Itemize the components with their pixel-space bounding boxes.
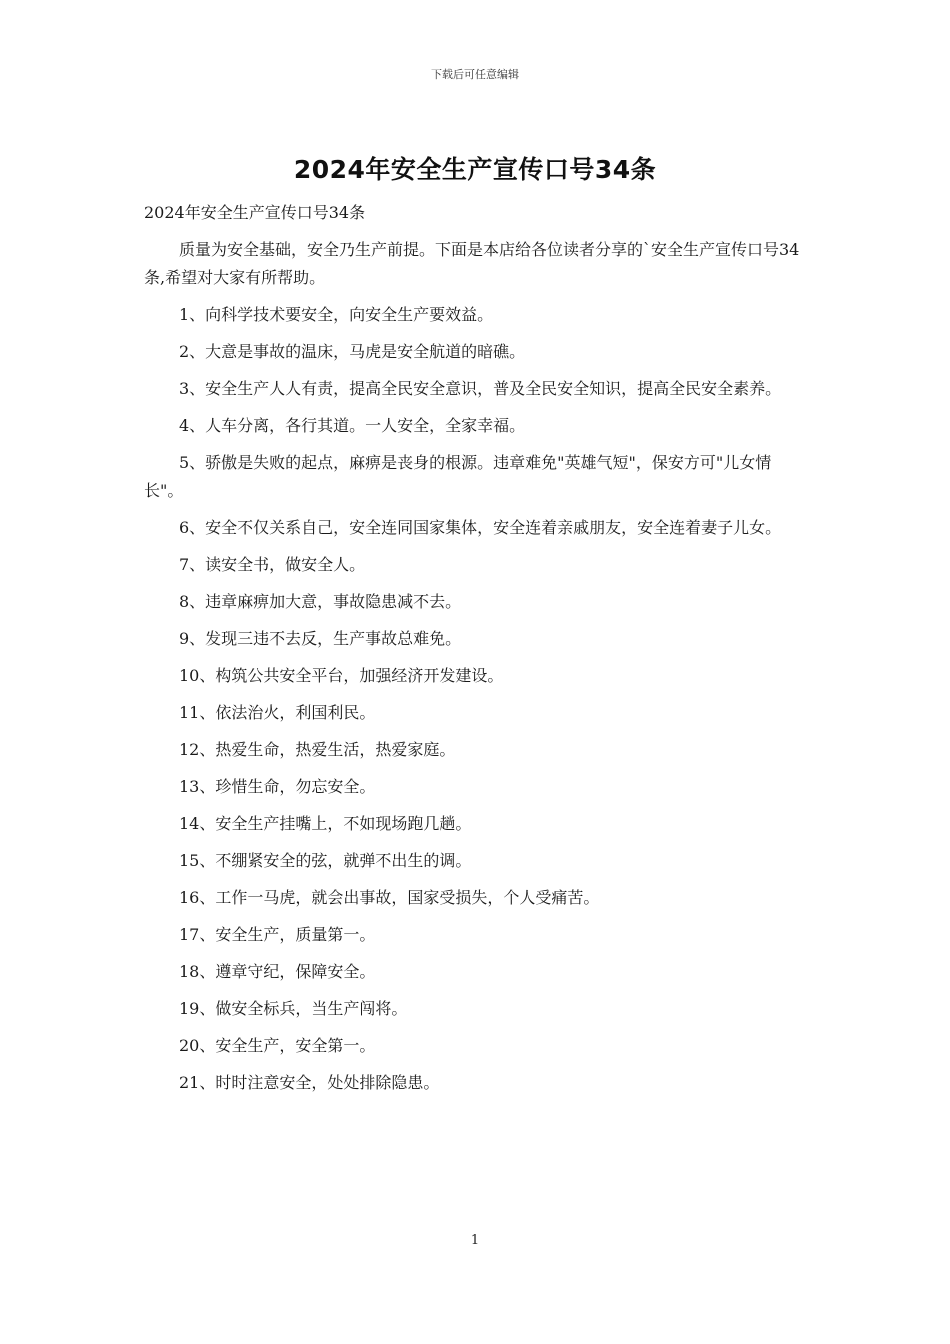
slogan-item-15: 15、不绷紧安全的弦，就弹不出生的调。 [179,851,472,870]
slogan-item-5: 5、骄傲是失败的起点，麻痹是丧身的根源。违章难免"英雄气短"，保安方可"儿女情长"。 [144,453,772,500]
slogan-item-9: 9、发现三违不去反，生产事故总难免。 [179,629,462,648]
slogan-item-8: 8、违章麻痹加大意，事故隐患减不去。 [179,592,462,611]
slogan-item-16: 16、工作一马虎，就会出事故，国家受损失，个人受痛苦。 [179,888,600,907]
slogan-item-4: 4、人车分离，各行其道。一人安全，全家幸福。 [179,416,526,435]
slogan-item-7: 7、读安全书，做安全人。 [179,555,366,574]
slogan-item-14: 14、安全生产挂嘴上，不如现场跑几趟。 [179,814,472,833]
document-subtitle: 2024年安全生产宣传口号34条 [144,203,366,222]
slogan-item-2: 2、大意是事故的温床，马虎是安全航道的暗礁。 [179,342,526,361]
slogan-item-1: 1、向科学技术要安全，向安全生产要效益。 [179,305,494,324]
slogan-item-20: 20、安全生产，安全第一。 [179,1036,376,1055]
document-body [144,199,808,1106]
page-number: 1 [470,1233,480,1248]
slogan-item-11: 11、依法治火，利国利民。 [179,703,376,722]
slogan-item-6: 6、安全不仅关系自己，安全连同国家集体，安全连着亲戚朋友，安全连着妻子儿女。 [179,518,782,537]
slogan-item-13: 13、珍惜生命，勿忘安全。 [179,777,376,796]
slogan-item-21: 21、时时注意安全，处处排除隐患。 [179,1073,440,1092]
page-header-note: 下载后可任意编辑 [431,68,519,81]
slogan-item-19: 19、做安全标兵，当生产闯将。 [179,999,408,1018]
slogan-item-12: 12、热爱生命，热爱生活，热爱家庭。 [179,740,456,759]
slogan-item-10: 10、构筑公共安全平台，加强经济开发建设。 [179,666,504,685]
slogan-item-17: 17、安全生产，质量第一。 [179,925,376,944]
slogan-item-3: 3、安全生产人人有责，提高全民安全意识，普及全民安全知识，提高全民安全素养。 [179,379,782,398]
intro-paragraph: 质量为安全基础，安全乃生产前提。下面是本店给各位读者分享的`安全生产宣传口号34条,希望对大家有所帮助。 [144,240,800,287]
document-title: 2024年安全生产宣传口号34条 [293,155,657,184]
slogan-item-18: 18、遵章守纪，保障安全。 [179,962,376,981]
